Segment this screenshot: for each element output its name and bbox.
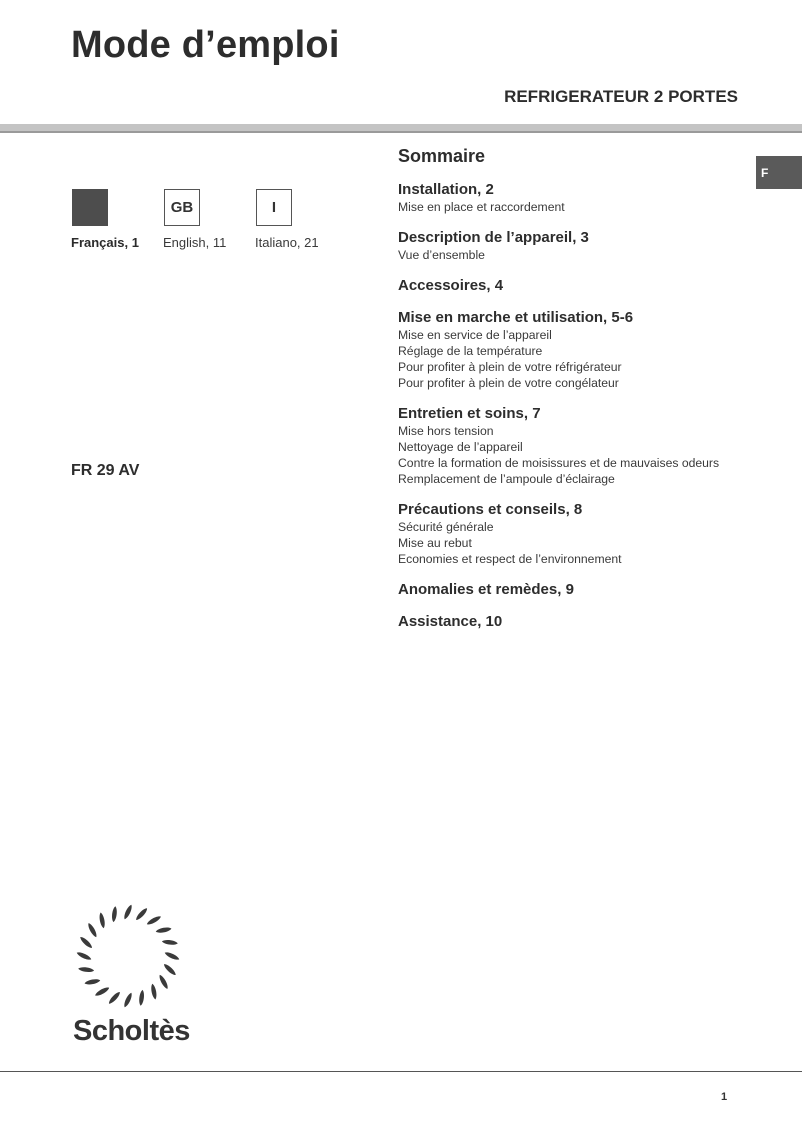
header-divider	[0, 124, 802, 133]
language-label-it: Italiano, 21	[255, 235, 319, 250]
sun-ray	[150, 983, 157, 1000]
sun-ray	[162, 962, 177, 976]
sun-ray	[162, 939, 178, 945]
sun-ray	[134, 907, 148, 922]
toc-section-heading: Description de l’appareil, 3	[398, 229, 589, 246]
language-label-fr: Français, 1	[71, 235, 139, 250]
sun-ray	[79, 935, 94, 949]
toc-item: Remplacement de l’ampoule d’éclairage	[398, 472, 615, 486]
sun-ray	[138, 990, 144, 1006]
toc-title: Sommaire	[398, 146, 486, 166]
toc-section	[398, 613, 778, 631]
sun-logo-icon	[70, 898, 186, 1014]
toc-section	[398, 405, 778, 487]
toc-item: Réglage de la température	[398, 344, 543, 358]
language-label-gb: English, 11	[163, 235, 227, 250]
toc-item: Mise en place et raccordement	[398, 200, 565, 214]
toc-item: Pour profiter à plein de votre congélateur	[398, 376, 619, 390]
toc-section-heading: Entretien et soins, 7	[398, 405, 541, 422]
sun-ray	[146, 915, 162, 927]
sun-ray	[98, 912, 105, 929]
toc-section	[398, 277, 778, 295]
toc-item: Sécurité générale	[398, 520, 494, 534]
toc-item: Nettoyage de l’appareil	[398, 440, 523, 454]
toc-section	[398, 309, 778, 391]
toc-section-heading: Assistance, 10	[398, 613, 503, 630]
language-box-it: I	[256, 189, 292, 226]
sun-ray	[158, 974, 170, 990]
product-subtitle: REFRIGERATEUR 2 PORTES	[504, 87, 738, 106]
toc-section-heading: Précautions et conseils, 8	[398, 501, 583, 518]
sun-ray	[164, 951, 180, 962]
sun-ray	[76, 951, 92, 962]
toc-section	[398, 229, 778, 263]
toc-section-heading: Anomalies et remèdes, 9	[398, 581, 574, 598]
sun-ray	[107, 990, 121, 1005]
toc-section-heading: Mise en marche et utilisation, 5-6	[398, 309, 634, 326]
toc-section	[398, 181, 778, 215]
sun-ray	[87, 922, 99, 938]
toc-item: Mise au rebut	[398, 536, 472, 550]
table-of-contents	[398, 146, 778, 645]
sun-ray	[123, 904, 134, 920]
toc-section-heading: Accessoires, 4	[398, 277, 504, 294]
sun-ray	[94, 986, 110, 998]
sun-ray	[111, 906, 117, 922]
toc-item: Mise hors tension	[398, 424, 494, 438]
toc-section	[398, 581, 778, 599]
language-box-gb: GB	[164, 189, 200, 226]
footer-divider	[0, 1071, 802, 1072]
toc-section-heading: Installation, 2	[398, 181, 494, 198]
sun-ray	[155, 926, 172, 933]
model-number: FR 29 AV	[71, 462, 140, 479]
language-box-fr	[72, 189, 108, 226]
brand-logo: Scholtès	[73, 1015, 190, 1047]
toc-item: Vue d’ensemble	[398, 248, 485, 262]
toc-section	[398, 501, 778, 567]
sun-ray	[78, 966, 94, 972]
toc-item: Economies et respect de l’environnement	[398, 552, 622, 566]
toc-item: Mise en service de l’appareil	[398, 328, 552, 342]
toc-item: Pour profiter à plein de votre réfrigérateur	[398, 360, 622, 374]
sun-ray	[84, 978, 101, 985]
page-number: 1	[721, 1091, 728, 1103]
toc-item: Contre la formation de moisissures et de mauvaises odeurs	[398, 456, 720, 470]
language-tab: F	[756, 156, 802, 189]
page-title: Mode d’emploi	[71, 24, 340, 66]
sun-ray	[123, 992, 134, 1008]
